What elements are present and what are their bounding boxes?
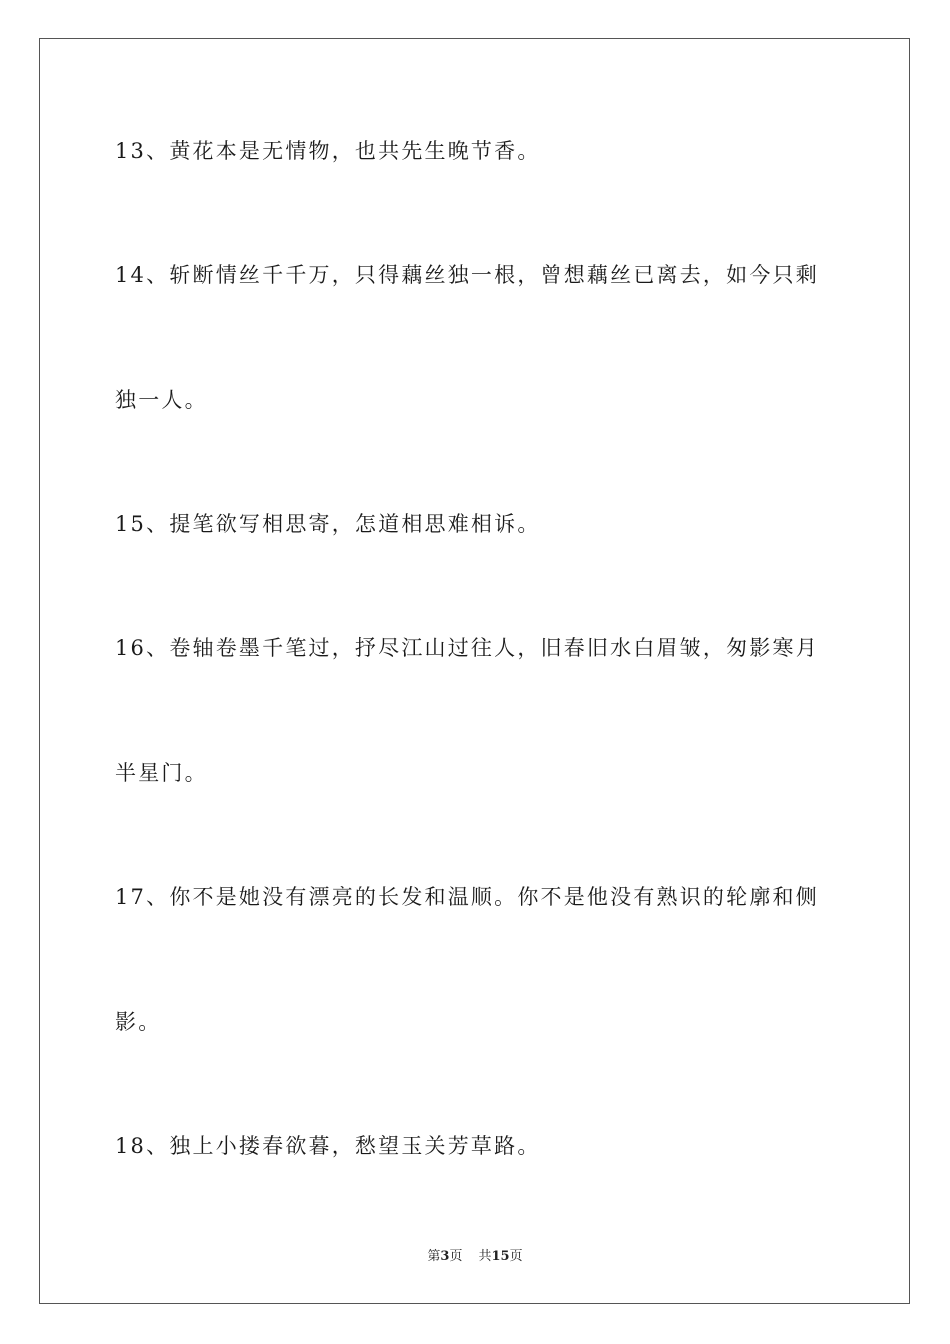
total-suffix: 页 (509, 1249, 523, 1264)
poem-line-13: 13、黄花本是无情物，也共先生晚节香。 (115, 139, 541, 163)
page-footer (0, 1248, 950, 1266)
poem-line-16b: 半星门。 (115, 761, 208, 785)
poem-line-15: 15、提笔欲写相思寄，怎道相思难相诉。 (115, 512, 541, 536)
poem-line-14a: 14、斩断情丝千千万，只得藕丝独一根，曾想藕丝已离去，如今只剩 (115, 263, 819, 287)
page-suffix: 页 (449, 1249, 463, 1264)
poem-line-17a: 17、你不是她没有漂亮的长发和温顺。你不是他没有熟识的轮廓和侧 (115, 885, 819, 909)
poem-line-17b: 影。 (115, 1010, 162, 1034)
total-pages: 15 (491, 1249, 510, 1264)
total-prefix: 共 (478, 1249, 492, 1264)
page-frame (39, 38, 910, 1304)
poem-line-18: 18、独上小搂春欲暮，愁望玉关芳草路。 (115, 1134, 541, 1158)
poem-line-14b: 独一人。 (115, 388, 208, 412)
page-prefix: 第 (427, 1249, 441, 1264)
page-number: 3 (440, 1249, 450, 1264)
poem-line-16a: 16、卷轴卷墨千笔过，抒尽江山过往人，旧春旧水白眉皱，匆影寒月 (115, 636, 819, 660)
